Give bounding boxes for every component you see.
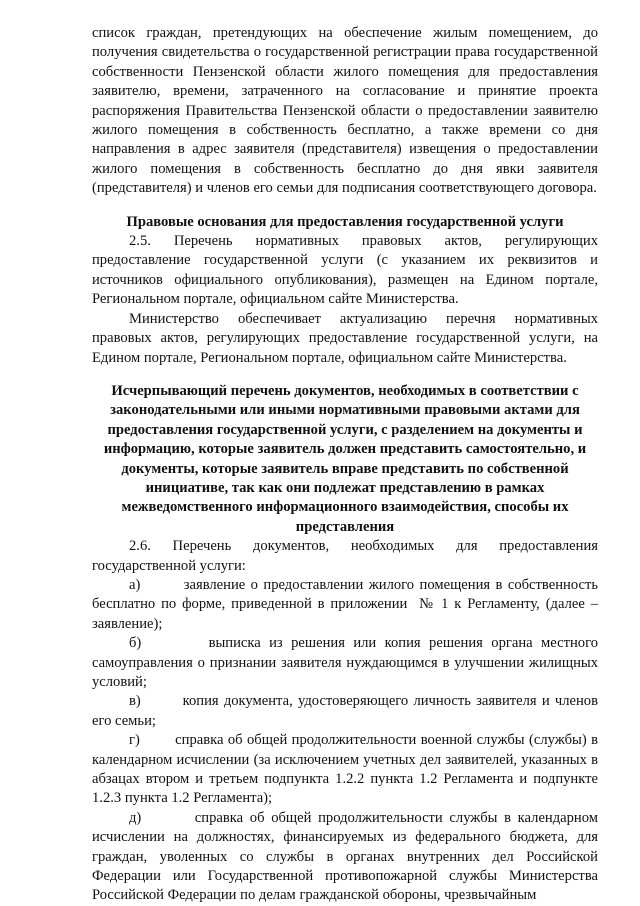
list-item-g: г) справка об общей продолжительности военной службы (службы) в календарном исчислении (за исключением учетных дел заявителей, указанных в абзацах втором и третьем подпункта 1.2.2 пункта 1.2 Регламента и подпункте 1.2.3 пункта 1.2 Регламента); — [92, 732, 602, 807]
paragraph-2-5: 2.5. Перечень нормативных правовых актов, регулирующих предоставление государственной услуги (с указанием их реквизитов и источников официального опубликования), размещен на Едином портале, Региональном портале, официальном сайте Министерства. — [92, 233, 598, 308]
section-heading-documents-list: Исчерпывающий перечень документов, необходимых в соответствии с законодательными или иными нормативными правовыми актами для предоставления государственной услуги, с разделением на документы и информацию, которые заявитель должен представить самостоятельно, и документы, которые заявитель вправе представить по собственной инициативе, так как они подлежат представлению в рамках межведомственного информационного взаимодействия, способы их представления — [103, 382, 587, 535]
section-heading-legal-basis: Правовые основания для предоставления государственной услуги — [126, 213, 564, 230]
list-item-a: а) заявление о предоставлении жилого помещения в собственность бесплатно по форме, приведенной в приложении № 1 к Регламенту, (далее – заявление); — [92, 576, 602, 632]
paragraph-2-6: 2.6. Перечень документов, необходимых для предоставления государственной услуги: — [92, 538, 598, 574]
list-item-d: д) справка об общей продолжительности службы в календарном исчислении на должностях, финансируемых из федерального бюджета, для граждан, уволенных со службы в органах внутренних дел Российской Федерации или Государственной противопожарной службы Министерства Российской Федерации по делам гражданской обороны, чрезвычайным — [92, 809, 602, 904]
paragraph-continuation: список граждан, претендующих на обеспечение жилым помещением, до получения свидетельства о государственной регистрации права государственной собственности Пензенской области жилого помещения для предоставления заявителю, времени, затраченного на согласование и принятие проекта распоряжения Правительства Пензенской области о предоставлении заявителю жилого помещения в собственность бесплатно, а также времени со дня направления в адрес заявителя (представителя) извещения о предоставлении жилого помещения в собственность бесплатно до дня явки заявителя (представителя) и членов его семьи для подписания соответствующего договора. — [92, 25, 598, 197]
list-item-b: б) выписка из решения или копия решения органа местного самоуправления о признании заявителя нуждающимся в улучшении жилищных условий; — [92, 635, 602, 690]
document-body — [92, 24, 602, 906]
paragraph-ministry-updates: Министерство обеспечивает актуализацию перечня нормативных правовых актов, регулирующих предоставление государственной услуги, на Едином портале, Региональном портале, официальном сайте Министерства. — [92, 310, 598, 366]
list-item-v: в) копия документа, удостоверяющего личность заявителя и членов его семьи; — [92, 693, 602, 729]
